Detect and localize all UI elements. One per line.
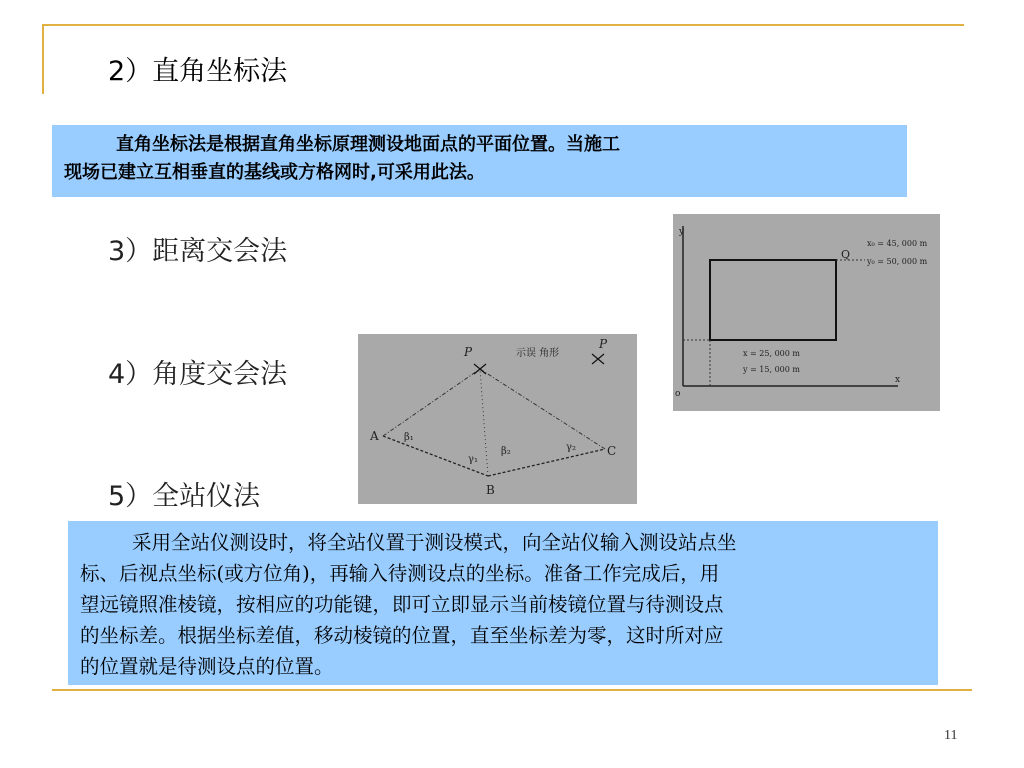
box2-line: 望远镜照准棱镜，按相应的功能键，即可立即显示当前棱镜位置与待测设点 — [80, 593, 724, 616]
rect-coordinate-figure — [673, 214, 940, 411]
box2-line: 标、后视点坐标(或方位角)，再输入待测设点的坐标。准备工作完成后，用 — [80, 562, 720, 585]
angle-intersection-figure — [358, 334, 637, 504]
point-q-label: Q — [841, 248, 851, 261]
q-x-label: x₀ = 45, 000 m — [867, 239, 928, 248]
top-rule — [42, 24, 964, 26]
bottom-rule — [52, 689, 972, 691]
box1-line: 直角坐标法是根据直角坐标原理测设地面点的平面位置。当施工 — [116, 134, 620, 155]
box2-line: 采用全站仪测设时，将全站仪置于测设模式，向全站仪输入测设站点坐 — [132, 531, 737, 554]
q-y-label: y₀ = 50, 000 m — [867, 257, 928, 266]
origin-label: o — [675, 389, 681, 399]
box2-line: 的坐标差。根据坐标差值，移动棱镜的位置，直至坐标差为零，这时所对应 — [80, 624, 724, 647]
gamma1-label: γ₁ — [468, 454, 478, 465]
box1-line: 现场已建立互相垂直的基线或方格网时,可采用此法。 — [64, 162, 485, 183]
error-triangle-note: 示误 角形 — [516, 348, 560, 359]
heading-total-station: 5）全站仪法 — [108, 481, 261, 512]
point-p2-label: P — [599, 337, 608, 351]
point-b-label: B — [486, 483, 495, 497]
axis-y-label: y — [679, 227, 685, 237]
left-rule — [42, 24, 44, 94]
sight-line-ap — [383, 369, 480, 436]
sight-line-cp — [480, 369, 605, 449]
s-y-label: y = 15, 000 m — [743, 365, 800, 374]
point-a-label: A — [370, 429, 379, 443]
p2-cross-mark — [592, 354, 604, 364]
gamma2-label: γ₂ — [566, 442, 576, 453]
rect-coord-description-box — [52, 125, 907, 197]
heading-rectangular-coordinate: 2）直角坐标法 — [108, 56, 288, 87]
axis-x-label: x — [895, 375, 901, 385]
page-number: 11 — [944, 728, 958, 743]
total-station-description-box — [68, 521, 938, 685]
beta2-label: β₂ — [501, 446, 511, 457]
box2-line: 的位置就是待测设点的位置。 — [80, 655, 334, 678]
heading-distance-intersection: 3）距离交会法 — [108, 236, 288, 267]
building-rectangle — [710, 260, 836, 340]
beta1-label: β₁ — [404, 432, 414, 443]
heading-angle-intersection: 4）角度交会法 — [108, 359, 288, 390]
s-x-label: x = 25, 000 m — [743, 349, 800, 358]
p-cross-mark — [474, 364, 486, 374]
point-c-label: C — [607, 444, 617, 458]
sight-line-bp — [480, 369, 488, 476]
point-p-label: P — [464, 345, 473, 359]
